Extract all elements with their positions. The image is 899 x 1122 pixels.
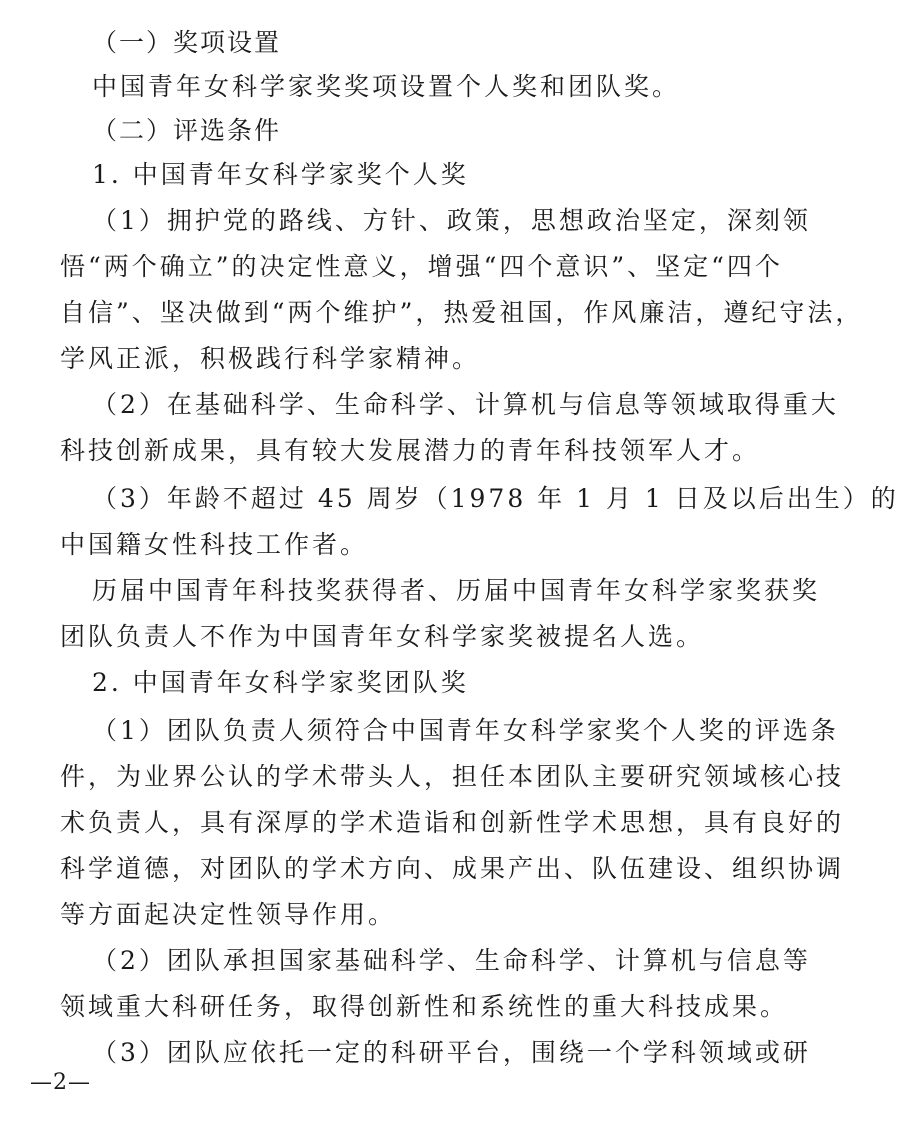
paragraph-line: （3）团队应依托一定的科研平台，围绕一个学科领域或研 [92, 1038, 811, 1067]
paragraph-line: 领域重大科研任务，取得创新性和系统性的重大科技成果。 [60, 992, 789, 1021]
paragraph-line: 悟“两个确立”的决定性意义，增强“四个意识”、坚定“四个 [60, 252, 783, 281]
section-heading-award-setup: （一）奖项设置 [92, 28, 282, 57]
paragraph-line: 科技创新成果，具有较大发展潜力的青年科技领军人才。 [60, 436, 761, 465]
paragraph-line: 术负责人，具有深厚的学术造诣和创新性学术思想，具有良好的 [60, 808, 845, 837]
paragraph-line: （1）拥护党的路线、方针、政策，思想政治坚定，深刻领 [92, 206, 811, 235]
paragraph-line: （1）团队负责人须符合中国青年女科学家奖个人奖的评选条 [92, 716, 839, 745]
paragraph-line: 中国籍女性科技工作者。 [60, 530, 369, 559]
paragraph-line: 件，为业界公认的学术带头人，担任本团队主要研究领域核心技 [60, 762, 845, 791]
paragraph-line: 等方面起决定性领导作用。 [60, 900, 397, 929]
subsection-heading-team-award: 2. 中国青年女科学家奖团队奖 [92, 668, 469, 697]
section-heading-criteria: （二）评选条件 [92, 116, 282, 145]
subsection-heading-individual-award: 1. 中国青年女科学家奖个人奖 [92, 160, 469, 189]
paragraph-line: 自信”、坚决做到“两个维护”，热爱祖国，作风廉洁，遵纪守法， [60, 298, 864, 327]
paragraph-line: 历届中国青年科技奖获得者、历届中国青年女科学家奖获奖 [92, 576, 821, 605]
paragraph-line: 团队负责人不作为中国青年女科学家奖被提名人选。 [60, 622, 705, 651]
paragraph-line: 学风正派，积极践行科学家精神。 [60, 344, 481, 373]
paragraph-line: （2）团队承担国家基础科学、生命科学、计算机与信息等 [92, 946, 811, 975]
page-number: —2— [30, 1070, 91, 1095]
paragraph-line: （2）在基础科学、生命科学、计算机与信息等领域取得重大 [92, 390, 839, 419]
paragraph-line: 中国青年女科学家奖奖项设置个人奖和团队奖。 [92, 72, 681, 101]
paragraph-line: 科学道德，对团队的学术方向、成果产出、队伍建设、组织协调 [60, 854, 845, 883]
paragraph-line: （3）年龄不超过 45 周岁（1978 年 1 月 1 日及以后出生）的 [92, 484, 899, 513]
